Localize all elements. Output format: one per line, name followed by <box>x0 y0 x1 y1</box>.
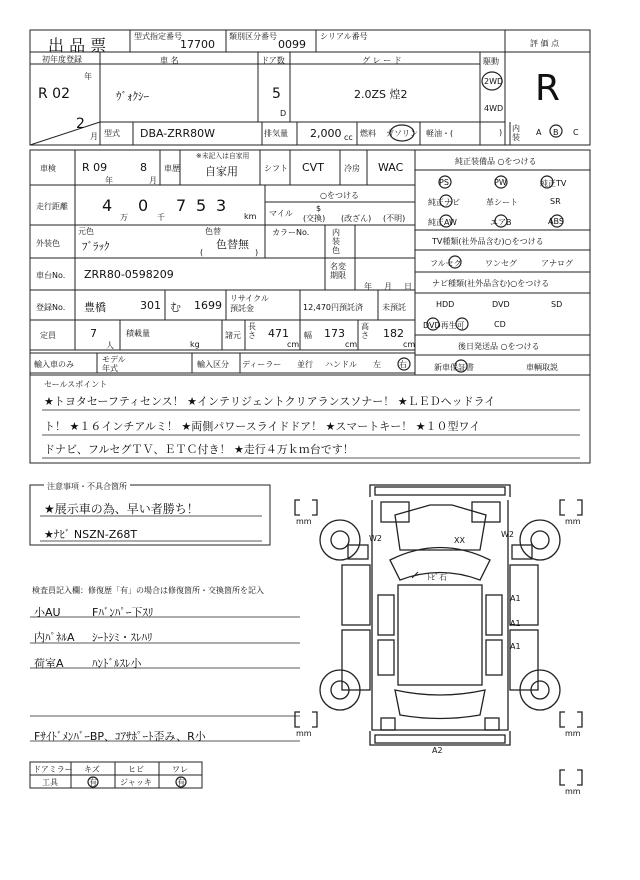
tv-analog: アナログ <box>541 259 573 268</box>
meter-exchange: (交換) <box>303 214 326 223</box>
color-change: 色替無 <box>216 238 249 251</box>
meter-tampered: (改ざん) <box>341 214 372 223</box>
scratch-label: キズ <box>84 765 100 774</box>
navi-dvd-play: DVD再生可 <box>423 321 465 330</box>
fuel-other: 軽油・( <box>426 129 454 138</box>
usage: 自家用 <box>205 165 238 178</box>
width: 173 <box>324 327 345 340</box>
interior-label: 内装 <box>512 124 520 142</box>
car-name-label: 車 名 <box>160 56 179 65</box>
km-unit: km <box>244 212 257 221</box>
year-unit: 年 <box>84 72 92 81</box>
first-reg-label: 初年度登録 <box>42 55 82 64</box>
sales-line-2: ト！ ★１６インチアルミ！ ★両側パワースライドドア！ ★スマートキー！ ★１０型ワイ <box>44 420 481 433</box>
inspection-row-5: FｻｲﾄﾞﾒﾝﾊﾞｰBP、ｺｱｻﾎﾟｰﾄ歪み、R小 <box>34 730 206 743</box>
width-label: 幅 <box>304 331 312 340</box>
interior-a: A <box>536 128 542 137</box>
meter-unknown: (不明) <box>383 214 406 223</box>
width-unit: cm <box>345 340 358 349</box>
shaken: R 09 <box>82 161 108 174</box>
navi-dvd: DVD <box>492 300 510 309</box>
jack-value: 有 <box>177 778 185 787</box>
doors-label: ドア数 <box>261 56 285 65</box>
plate-no: 1699 <box>194 299 222 312</box>
later-warranty: 新車保証書 <box>434 363 474 372</box>
handle-right: 右 <box>399 360 407 369</box>
color-label: 外装色 <box>36 239 60 248</box>
man-unit: 万 <box>120 213 128 222</box>
equip-pw: PW <box>494 178 507 187</box>
first-reg-era: R 02 <box>38 86 70 102</box>
plate-kana: む <box>170 301 181 314</box>
meter-dollar: $ <box>316 204 322 213</box>
load-unit: kg <box>190 340 200 349</box>
navi-hdd: HDD <box>436 300 455 309</box>
shaken-month-unit: 月 <box>149 176 157 185</box>
cooler: WAC <box>378 161 404 174</box>
interior-color-label: 内装色 <box>332 228 340 255</box>
drive-4wd: 4WD <box>484 104 504 113</box>
cooler-label: 冷房 <box>344 164 360 173</box>
name-change-month: 月 <box>384 282 392 291</box>
drive-label: 駆動 <box>483 57 499 66</box>
equip-airbag: エアB <box>490 218 512 227</box>
car-diagram <box>295 485 582 785</box>
break-label: ワレ <box>172 765 188 774</box>
fuel: ガソリン <box>386 129 418 138</box>
mileage-digit-2: 0 <box>138 196 149 215</box>
handle-left: 左 <box>373 360 381 369</box>
length-label: 長さ <box>248 322 256 340</box>
interior-c: C <box>573 128 579 137</box>
shift-label: シフト <box>264 164 288 173</box>
damage-mark-1: W2 <box>369 534 382 543</box>
navi-sd: SD <box>551 300 563 309</box>
equip-leather: 革シート <box>486 198 518 207</box>
inspection-row-3-key: 荷室A <box>34 657 64 670</box>
first-reg-month: 2 <box>76 116 85 132</box>
grade-label: グ レ ー ド <box>362 56 402 65</box>
equip-abs: ABS <box>548 217 564 226</box>
inspection-label: 検査員記入欄：修復歴「有」の場合は修復箇所・交換箇所を記入 <box>32 586 264 595</box>
fuel-close: ) <box>499 128 503 137</box>
damage-mark-4: ﾄﾋﾞ石 <box>427 573 447 582</box>
cc-unit: cc <box>344 133 353 142</box>
type-no: 17700 <box>180 38 215 51</box>
inspection-row-1-val: Fﾊﾞﾝﾊﾟｰ下ｽﾘ <box>92 606 154 619</box>
tv-fullseg: フルセグ <box>430 259 462 268</box>
notes-label: 注意事項・不具合箇所 <box>44 481 130 492</box>
handle-label: ハンドル <box>325 360 357 369</box>
import-label: 輸入車のみ <box>34 360 74 369</box>
name-change-day: 日 <box>404 282 412 291</box>
capacity-unit: 人 <box>106 341 114 350</box>
car-name: ｳﾞｫｸｼｰ <box>116 90 149 103</box>
jack-label: ジャッキ <box>120 778 152 787</box>
form-title: 出 品 票 <box>48 36 107 55</box>
capacity-label: 定員 <box>40 331 56 340</box>
tool-label: 工具 <box>42 778 58 787</box>
model: DBA-ZRR80W <box>140 127 215 140</box>
recycle: 12,470円預託済 <box>303 303 363 312</box>
sales-line-3: ドナビ、フルセグＴＶ、ＥＴＣ付き！ ★走行４万ｋｍ台です！ <box>44 443 354 456</box>
door-mirror-label: ドアミラー <box>33 765 73 774</box>
import-parallel: 並行 <box>297 360 313 369</box>
recycle-label: リサイクル預託金 <box>230 294 269 313</box>
mm-front-right: mm <box>565 517 581 526</box>
mileage-label: 走行距離 <box>36 202 68 211</box>
length-unit: cm <box>287 340 300 349</box>
mm-rear-left: mm <box>296 729 312 738</box>
equipment-title: 純正装備品 ○をつける <box>455 157 537 166</box>
interior-b: B <box>553 128 559 137</box>
equip-aw: 純正AW <box>428 218 457 227</box>
mileage-digit-3: 7 <box>176 196 187 215</box>
name-change-year: 年 <box>364 282 372 291</box>
shaken-label: 車検 <box>40 164 56 173</box>
inspection-row-1-key: 小AU <box>34 606 61 619</box>
height-label: 高さ <box>361 322 369 340</box>
fuel-label: 燃料 <box>360 129 376 138</box>
month-unit: 月 <box>90 132 98 141</box>
size-label: 諸元 <box>225 331 241 340</box>
disp-label: 排気量 <box>264 129 288 138</box>
notes-line-1: ★展示車の為、早い者勝ち！ <box>44 502 199 516</box>
color-code-label: カラーNo. <box>272 228 310 237</box>
length: 471 <box>268 327 289 340</box>
class-no-label: 類別区分番号 <box>229 32 277 41</box>
shaken-year-unit: 年 <box>105 176 113 185</box>
height: 182 <box>383 327 404 340</box>
displacement: 2,000 <box>310 127 342 140</box>
usage-note: ※未記入は自家用 <box>196 151 250 160</box>
damage-mark-2: XX <box>454 536 465 545</box>
sales-line-1: ★トヨタセーフティセンス！ ★インテリジェントクリアランスソナー！ ★ＬＥＤヘッドライ <box>44 395 496 408</box>
class-no: 0099 <box>278 38 306 51</box>
capacity: 7 <box>90 327 97 340</box>
color-paren-open: ( <box>200 248 204 257</box>
equip-sr: SR <box>550 197 561 206</box>
navi-cd: CD <box>494 320 506 329</box>
meter-note: ○をつける <box>320 191 359 200</box>
rating-label: 評 価 点 <box>530 39 560 48</box>
damage-mark-5: A1 <box>510 594 521 603</box>
model-year-label: モデル年式 <box>102 355 126 373</box>
mileage-digit-4: 5 <box>196 196 207 215</box>
shift: CVT <box>302 161 324 174</box>
plate-area: 豊橋 <box>84 301 106 314</box>
mileage-digit-5: 3 <box>216 196 227 215</box>
grade: 2.0ZS 煌2 <box>354 88 408 101</box>
tool-value: 有 <box>89 778 97 787</box>
chassis-no: ZRR80-0598209 <box>84 268 174 281</box>
mm-front-left: mm <box>296 517 312 526</box>
plate-class: 301 <box>140 299 161 312</box>
recycle-no: 未預託 <box>382 303 406 312</box>
usage-label: 車歴 <box>164 164 180 173</box>
plate-label: 登録No. <box>36 303 66 312</box>
sales-label: セールスポイント <box>44 380 108 389</box>
damage-mark-7: A1 <box>510 642 521 651</box>
drive-2wd: 2WD <box>484 77 504 86</box>
shaken-month: 8 <box>140 161 147 174</box>
mm-spare: mm <box>565 787 581 796</box>
crack-label: ヒビ <box>128 765 144 774</box>
color-paren-close: ) <box>255 248 259 257</box>
equip-tv: 純正TV <box>540 179 567 188</box>
chassis-label: 車台No. <box>36 271 66 280</box>
tv-title: TV種類(社外品含む)○をつける <box>432 237 544 246</box>
import-dealer: ディーラー <box>242 360 282 369</box>
inspection-row-2-key: 内ﾊﾟﾈﾙA <box>34 631 75 644</box>
import-type-label: 輸入区分 <box>197 360 229 369</box>
damage-mark-6: A1 <box>510 619 521 628</box>
model-label: 型式 <box>104 129 120 138</box>
navi-title: ナビ種類(社外品含む)○をつける <box>432 279 550 288</box>
equip-navi: 純正ナビ <box>428 198 460 207</box>
doors: 5 <box>272 86 281 102</box>
type-no-label: 型式指定番号 <box>134 32 182 41</box>
damage-mark-8: A2 <box>432 746 443 755</box>
inspection-row-3-val: ﾊﾝﾄﾞﾙｽﾚ小 <box>92 657 142 670</box>
equip-ps: PS <box>439 178 449 187</box>
load-label: 積載量 <box>126 329 150 338</box>
mileage-digit-1: 4 <box>102 196 113 215</box>
later-manual: 車輌取説 <box>526 363 558 372</box>
color: ﾌﾞﾗｯｸ <box>82 240 110 253</box>
mm-rear-right: mm <box>565 729 581 738</box>
damage-mark-3: W2 <box>501 530 514 539</box>
serial-no-label: シリアル番号 <box>320 32 368 41</box>
color-orig-label: 元色 <box>78 227 94 236</box>
height-unit: cm <box>403 340 416 349</box>
color-change-label: 色替 <box>205 227 221 236</box>
later-title: 後日発送品 ○をつける <box>458 342 540 351</box>
sen-unit: 千 <box>157 213 165 222</box>
tv-oneseg: ワンセグ <box>485 259 517 268</box>
meter-mile: マイル <box>269 209 293 218</box>
name-change-label: 名変期限 <box>330 262 346 280</box>
doors-sub: D <box>280 109 287 118</box>
notes-line-2: ★ﾅﾋﾞ NSZN-Z68T <box>44 528 138 541</box>
rating-value: R <box>535 68 561 109</box>
inspection-row-2-val: ｼｰﾄｼﾐ・ｽﾚﾊﾘ <box>92 631 153 644</box>
